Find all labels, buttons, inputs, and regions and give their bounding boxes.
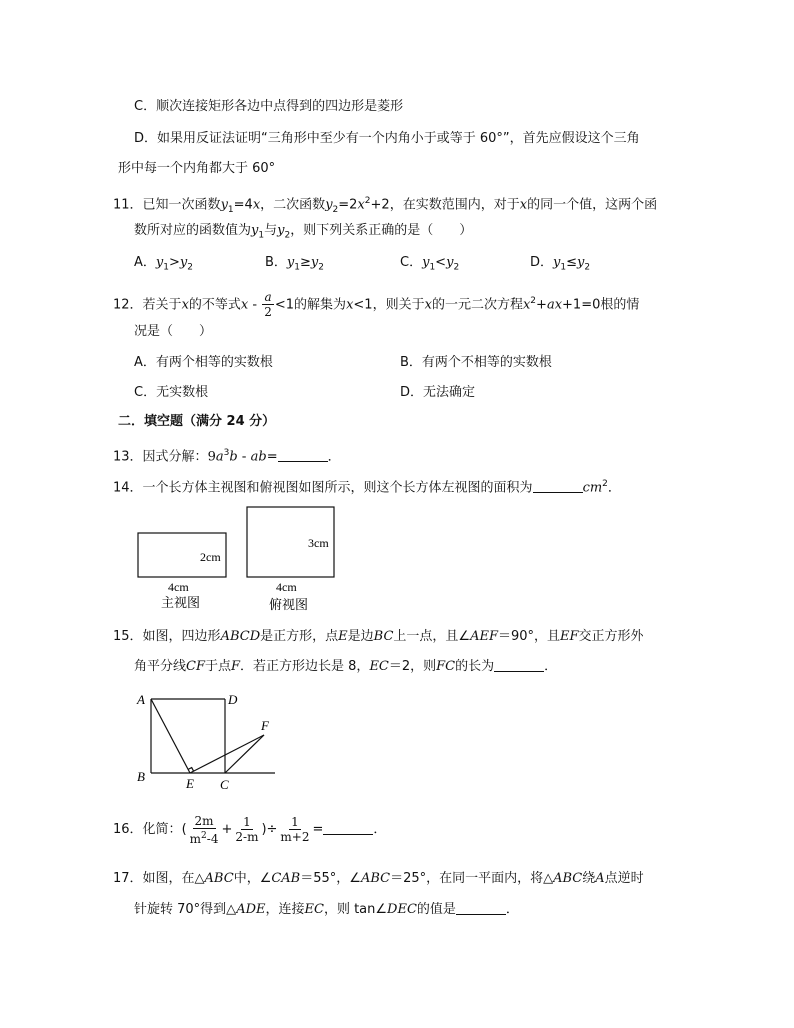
- front-caption: 主视图: [161, 596, 201, 611]
- top-height-label: 3cm: [308, 536, 329, 550]
- fraction-1-over-m-plus-2: $\frac{1}{m+2}$: [280, 815, 310, 844]
- q11-line1: 11．已知一次函数$y_1=4x$，二次函数$y_2=2x^2+2$，在实数范围内，对于x的同一个值，这两个函: [113, 196, 658, 215]
- q14-line: 14．一个长方体主视图和俯视图如图所示，则这个长方体左视图的面积为 $cm^2$．: [113, 479, 621, 496]
- q17-line1: 17．如图，在△ABC中，∠CAB＝55°，∠ABC＝25°，在同一平面内，将△ABC绕A点逆时: [113, 871, 644, 886]
- q12-option-c: C．无实数根: [134, 385, 209, 400]
- q14-figure: [130, 500, 350, 616]
- q11-line2: 数所对应的函数值为$y_1$与$y_2$，则下列关系正确的是（ ）: [134, 223, 473, 241]
- q15-figure: [130, 688, 290, 793]
- q11-option-a: A．$y_1>y_2$: [134, 255, 193, 273]
- q12-option-b: B．有两个不相等的实数根: [400, 355, 552, 370]
- q12-line2: 况是（ ）: [134, 324, 213, 339]
- fraction-2m-over-m2-4: $\frac{2m}{m^2-4}$: [189, 813, 219, 846]
- label-d: D: [228, 692, 238, 707]
- section-title: 二．填空题（满分 24 分）: [118, 414, 276, 429]
- q16-line: 16．化简：( $\frac{2m}{m^2-4}$ + $\frac{1}{2-m}$ )÷ $\frac{1}{m+2}$ = ．: [113, 813, 387, 846]
- q10-option-d-line2: 形中每一个内角都大于 60°: [118, 161, 276, 176]
- q11-option-b: B．$y_1\ge y_2$: [265, 255, 325, 273]
- front-width-label: 4cm: [168, 580, 189, 594]
- q11-option-c: C．$y_1<y_2$: [400, 255, 460, 273]
- label-f: F: [261, 718, 269, 733]
- label-e: E: [186, 776, 194, 791]
- label-a: A: [137, 692, 145, 707]
- q10-option-c: C．顺次连接矩形各边中点得到的四边形是菱形: [134, 99, 404, 114]
- q12-option-d: D．无法确定: [400, 385, 476, 400]
- q12-option-a: A．有两个相等的实数根: [134, 355, 273, 370]
- q15-line1: 15．如图，四边形ABCD是正方形，点E是边BC上一点，且∠AEF＝90°，且EF交正方形外: [113, 629, 644, 644]
- top-width-label: 4cm: [276, 580, 297, 594]
- q13-line: 13．因式分解：$9a^3b - ab=$ ．: [113, 448, 341, 465]
- q17-line2: 针旋转 70°得到△ADE，连接EC，则 tan∠DEC的值是 ．: [134, 902, 519, 917]
- label-c: C: [220, 777, 229, 792]
- fraction-a-over-2: $\frac{a}{2}$: [264, 290, 272, 320]
- q15-line2: 角平分线CF于点F．若正方形边长是 8，EC＝2，则FC的长为 ．: [134, 659, 558, 674]
- q10-option-d-line1: D．如果用反证法证明“三角形中至少有一个内角小于或等于 60°”，首先应假设这个三角: [134, 131, 640, 146]
- q11-option-d: D．$y_1\le y_2$: [530, 255, 591, 273]
- top-caption: 俯视图: [269, 598, 309, 613]
- label-b: B: [137, 769, 145, 784]
- q12-line1: 12．若关于x的不等式x - $\frac{a}{2}$ <1的解集为x<1，则关于x的一元二次方程$x^2+ax+1=0$根的情: [113, 290, 640, 320]
- fraction-1-over-2-m: $\frac{1}{2-m}$: [235, 815, 259, 844]
- front-height-label: 2cm: [200, 550, 221, 564]
